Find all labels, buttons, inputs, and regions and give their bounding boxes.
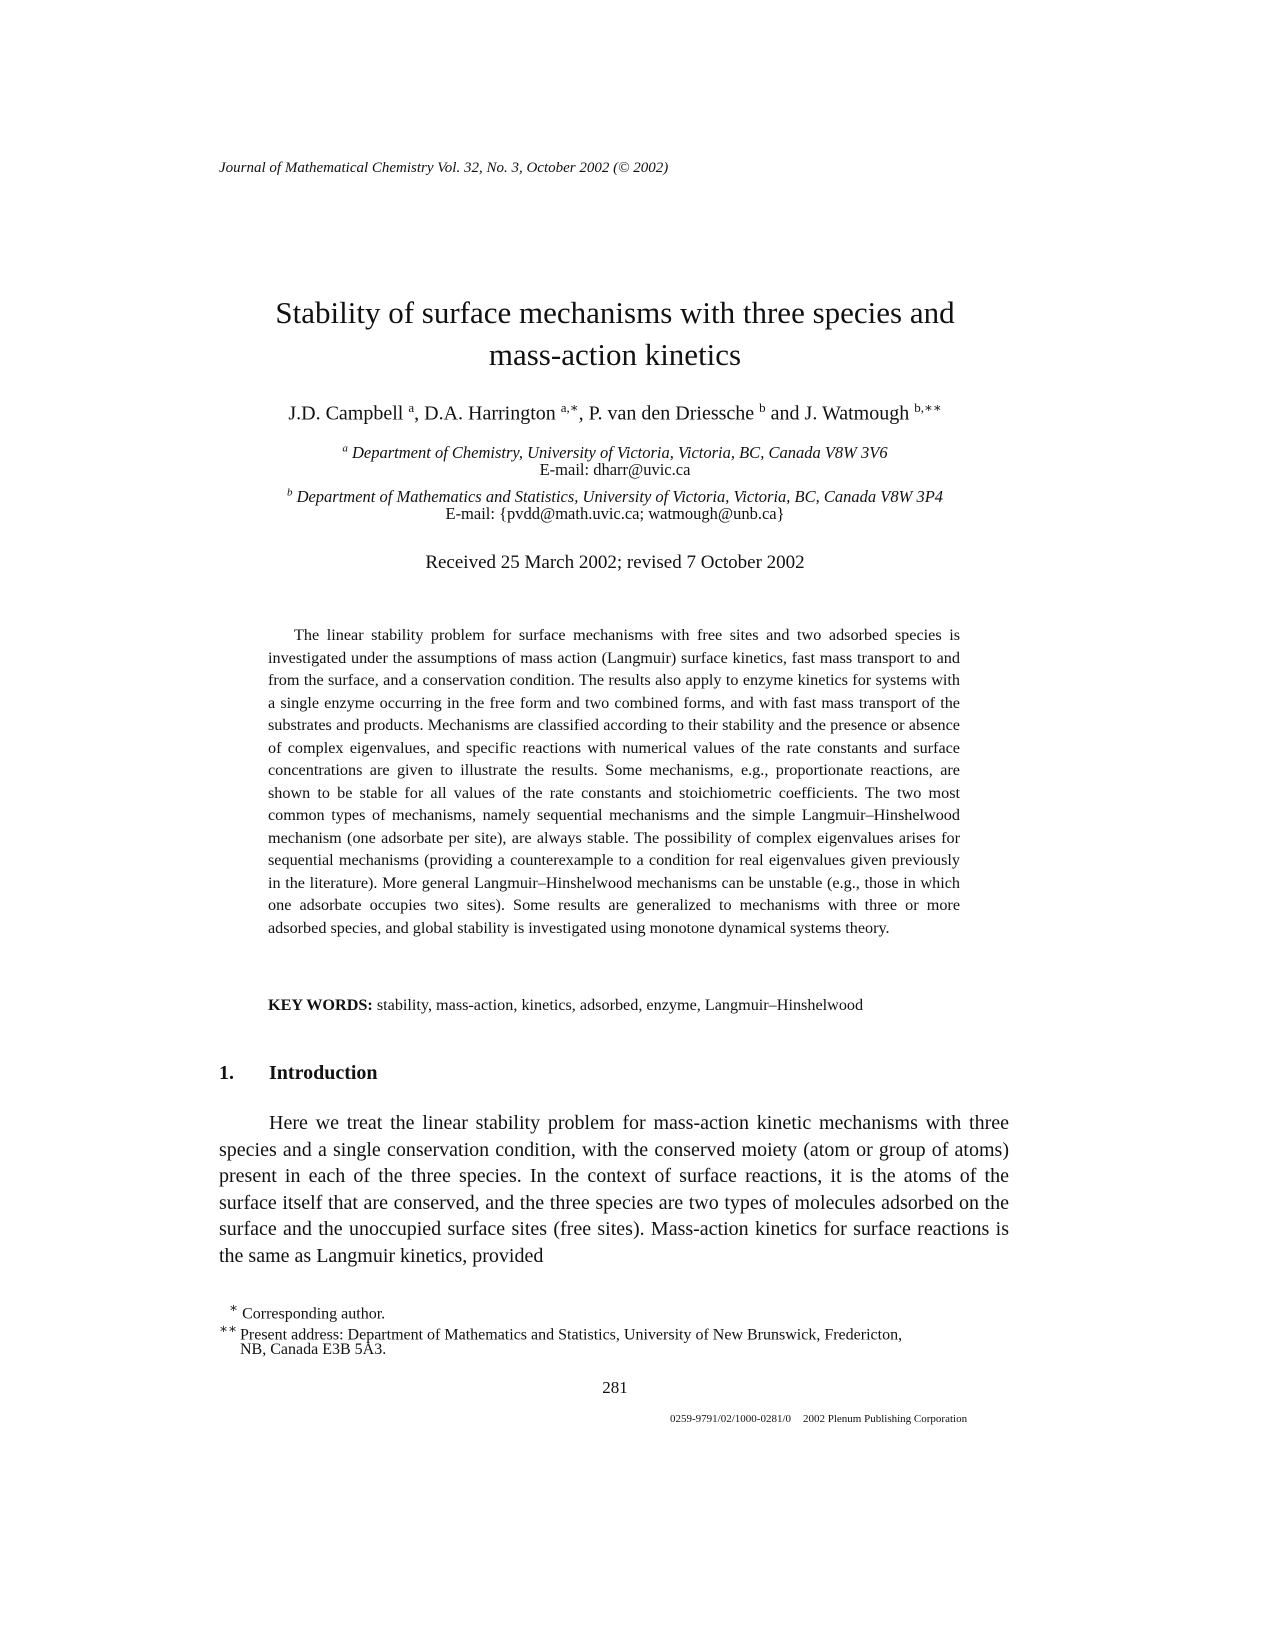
author-affiliation-mark: a,∗ bbox=[560, 400, 579, 415]
affiliation-text: Department of Chemistry, University of Victoria, Victoria, BC, Canada V8W 3V6 bbox=[352, 442, 888, 462]
affiliation-mark: b bbox=[286, 486, 293, 498]
author-name: D.A. Harrington bbox=[424, 402, 556, 425]
title-line-2: mass-action kinetics bbox=[488, 337, 742, 372]
section-title: Introduction bbox=[269, 1062, 378, 1084]
copyright-code: 0259-9791/02/1000-0281/0 bbox=[670, 1413, 791, 1425]
keywords bbox=[268, 996, 968, 1015]
email-a: E-mail: dharr@uvic.ca bbox=[539, 460, 691, 479]
author-name: J.D. Campbell bbox=[288, 402, 404, 425]
author-list bbox=[200, 400, 1030, 426]
footnote-text: Present address: Department of Mathematics and Statistics, University of New Brunswick, Fredericton, bbox=[240, 1326, 903, 1344]
paper-title bbox=[200, 292, 1030, 376]
received-dates: Received 25 March 2002; revised 7 October 2002 bbox=[425, 552, 805, 573]
keywords-list: stability, mass-action, kinetics, adsorbed, enzyme, Langmuir–Hinshelwood bbox=[376, 996, 864, 1014]
email-b: E-mail: {pvdd@math.uvic.ca; watmough@unb.ca} bbox=[445, 504, 785, 523]
footnote-text: Corresponding author. bbox=[242, 1305, 386, 1323]
abstract: The linear stability problem for surface mechanisms with free sites and two adsorbed species is investigated under the assumptions of mass action (Langmuir) surface kinetics, fast mass transport to and from the surface, and a conservation condition. The results also apply to enzyme kinetics for systems with a single enzyme occurring in the free form and two combined forms, and with fast mass transport of the substrates and products. Mechanisms are classified according to their stability and the presence or absence of complex eigenvalues, and specific reactions with numerical values of the rate constants and surface concentrations are given to illustrate the results. Some mechanisms, e.g., proportionate reactions, are shown to be stable for all values of the rate constants and stoichiometric coefficients. The two most common types of mechanisms, namely sequential mechanisms and the simple Langmuir–Hinshelwood mechanism (one adsorbate per site), are always stable. The possibility of complex eigenvalues arises for sequential mechanisms (providing a counterexample to a condition for real eigenvalues given previously in the literature). More general Langmuir–Hinshelwood mechanisms can be unstable (e.g., those in which one adsorbate occupies two sites). Some results are generalized to mechanisms with three or more adsorbed species, and global stability is investigated using monotone dynamical systems theory. bbox=[268, 626, 960, 937]
author-affiliation-mark: b,∗∗ bbox=[914, 400, 942, 415]
footnote-mark: ∗∗ bbox=[219, 1321, 238, 1336]
title-line-1: Stability of surface mechanisms with three species and bbox=[275, 295, 955, 330]
author-name: J. Watmough bbox=[804, 402, 910, 425]
author-affiliation-mark: a bbox=[408, 400, 415, 415]
author-name: P. van den Driessche bbox=[588, 402, 755, 425]
copyright-holder: 2002 Plenum Publishing Corporation bbox=[803, 1413, 968, 1425]
keywords-label: KEY WORDS: bbox=[268, 996, 373, 1014]
affiliation-text: Department of Mathematics and Statistics, University of Victoria, Victoria, BC, Canada V8W 3P4 bbox=[296, 486, 944, 506]
section-heading bbox=[219, 1062, 378, 1085]
footnote-2-continuation: NB, Canada E3B 5A3. bbox=[240, 1341, 387, 1358]
author-and: and bbox=[765, 402, 805, 425]
author-separator: , bbox=[578, 402, 589, 425]
copyright-line bbox=[670, 1413, 967, 1425]
journal-header: Journal of Mathematical Chemistry Vol. 32, No. 3, October 2002 (© 2002) bbox=[219, 160, 669, 176]
author-separator: , bbox=[414, 402, 425, 425]
affiliation-mark: a bbox=[342, 442, 348, 454]
author-affiliation-mark: b bbox=[759, 400, 766, 415]
intro-paragraph: Here we treat the linear stability problem for mass-action kinetic mechanisms with three species and a single conservation condition, with the conserved moiety (atom or group of atoms) present in each of the three species. In the context of surface reactions, it is the atoms of the surface itself that are conserved, and the three species are two types of molecules adsorbed on the surface and the unoccupied surface sites (free sites). Mass-action kinetics for surface reactions is the same as Langmuir kinetics, provided bbox=[219, 1112, 1009, 1267]
footnote-mark: ∗ bbox=[229, 1300, 239, 1315]
section-number: 1. bbox=[219, 1062, 234, 1084]
page-number: 281 bbox=[602, 1378, 628, 1397]
